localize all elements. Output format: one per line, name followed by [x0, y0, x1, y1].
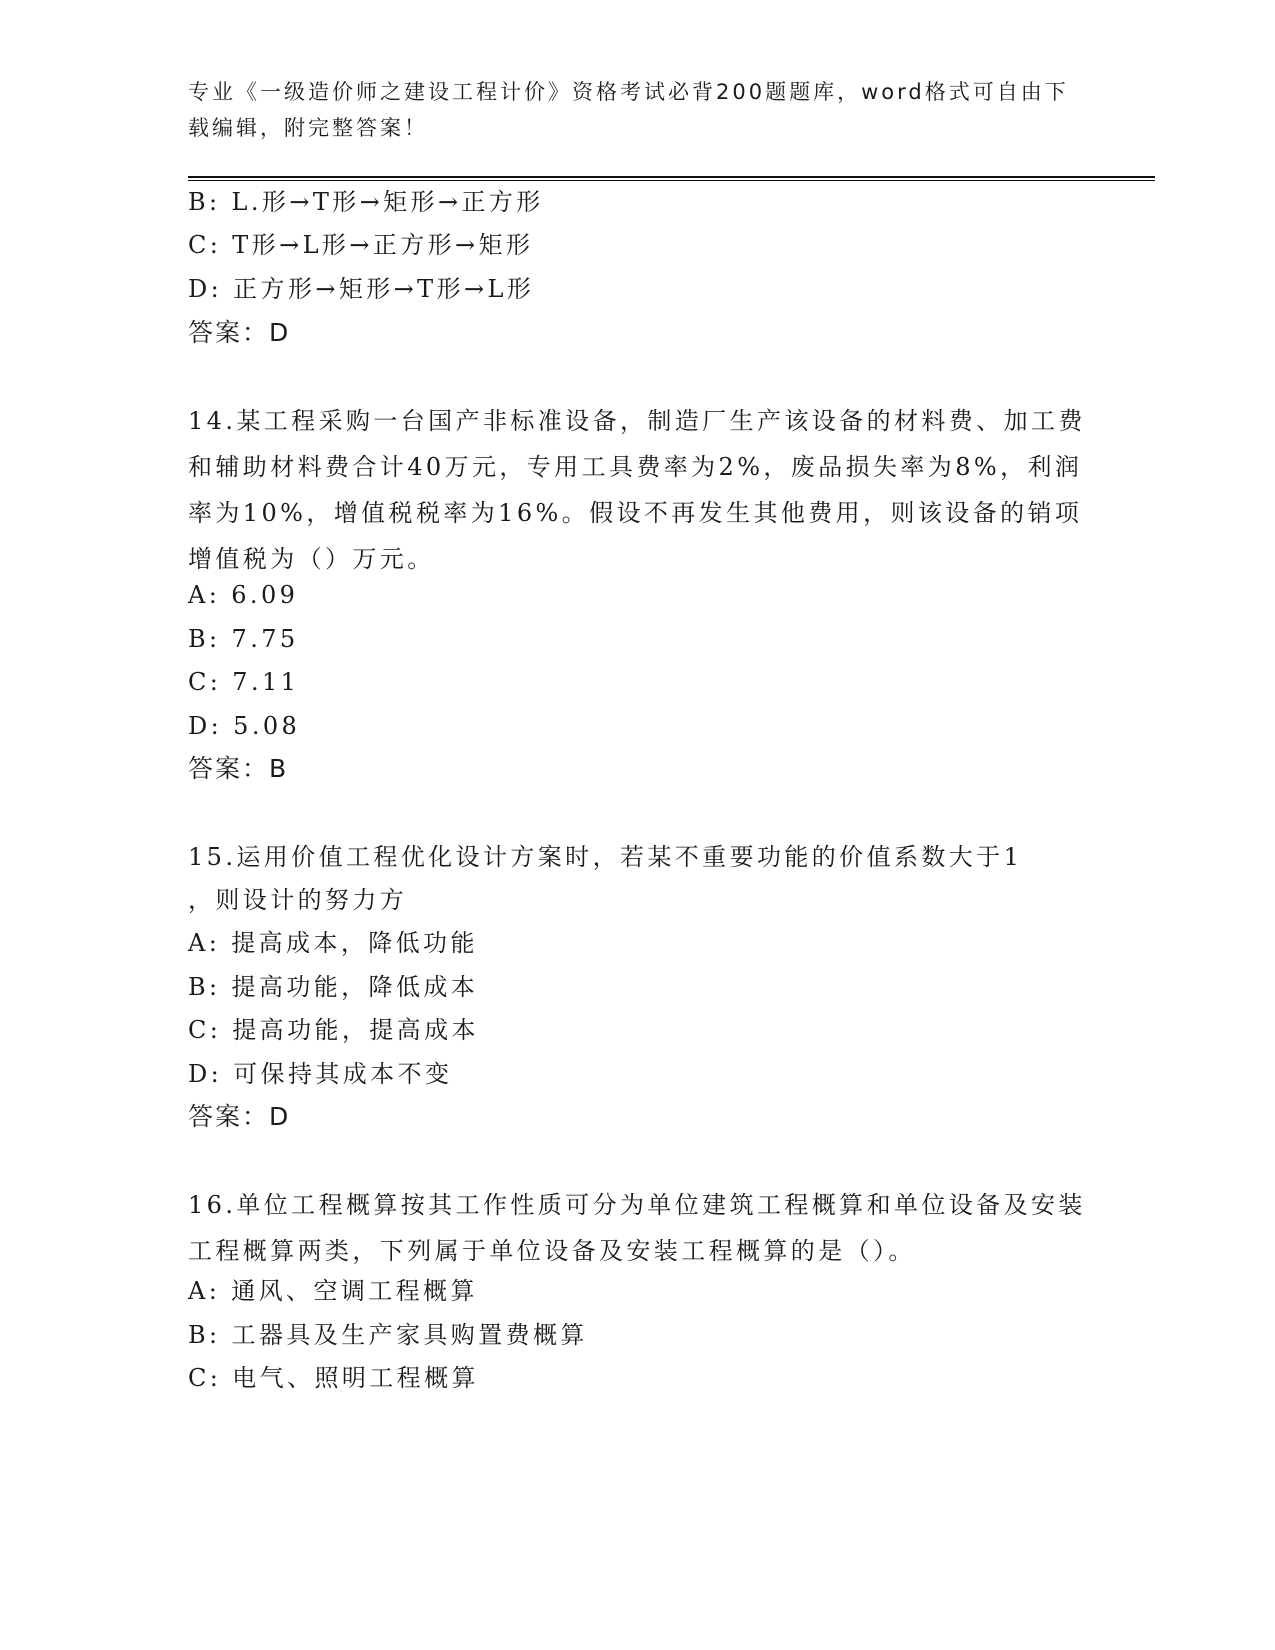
q13-option-c: C: T形→L形→正方形→矩形	[188, 231, 534, 259]
q14-option-a: A: 6.09	[188, 581, 299, 609]
q16-option-b: B: 工器具及生产家具购置费概算	[188, 1321, 588, 1349]
q15-stem-line1: 15.运用价值工程优化设计方案时，若某不重要功能的价值系数大于1	[188, 843, 1023, 871]
q14-option-b: B: 7.75	[188, 625, 299, 653]
q15-option-a: A: 提高成本，降低功能	[188, 929, 478, 957]
q15-option-d: D: 可保持其成本不变	[188, 1060, 453, 1088]
q14-answer: 答案：B	[188, 754, 289, 783]
q14-option-d: D: 5.08	[188, 712, 301, 740]
header-divider	[188, 176, 1155, 181]
q15-option-c: C: 提高功能，提高成本	[188, 1016, 479, 1044]
q15-stem-line2: ，则设计的努力方	[188, 886, 408, 914]
q15-answer: 答案：D	[188, 1102, 291, 1131]
page-header: 专业《一级造价师之建设工程计价》资格考试必背200题题库，word格式可自由下载编辑，附完整答案！	[188, 80, 1069, 140]
q15-option-b: B: 提高功能，降低成本	[188, 973, 479, 1001]
q14-option-c: C: 7.11	[188, 668, 300, 696]
q14-stem: 14.某工程采购一台国产非标准设备，制造厂生产该设备的材料费、加工费和辅助材料费合计40万元，专用工具费率为2%，废品损失率为8%，利润率为10%，增值税税率为16%。假设不再发生其他费用，则该设备的销项增值税为（）万元。	[188, 407, 1086, 573]
q13-answer: 答案：D	[188, 318, 291, 347]
q16-option-c: C: 电气、照明工程概算	[188, 1364, 479, 1392]
q13-option-b: B: L.形→T形→矩形→正方形	[188, 188, 544, 216]
q13-option-d: D: 正方形→矩形→T形→L形	[188, 275, 535, 303]
q16-stem: 16.单位工程概算按其工作性质可分为单位建筑工程概算和单位设备及安装工程概算两类，下列属于单位设备及安装工程概算的是（）。	[188, 1191, 1086, 1265]
q16-option-a: A: 通风、空调工程概算	[188, 1277, 478, 1305]
